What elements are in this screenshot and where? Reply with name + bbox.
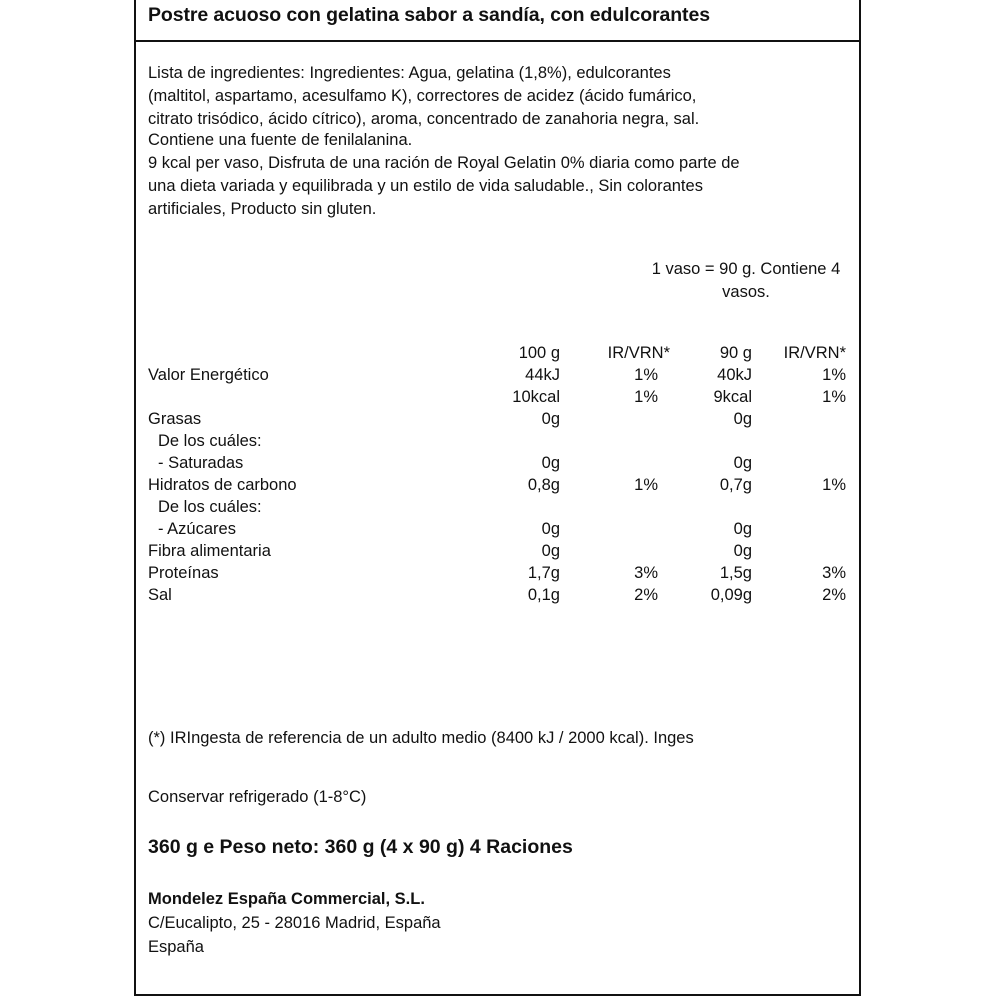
company-address: C/Eucalipto, 25 - 28016 Madrid, España bbox=[148, 914, 441, 932]
ir-per-90g: 1% bbox=[822, 476, 846, 494]
storage-instructions: Conservar refrigerado (1-8°C) bbox=[148, 788, 367, 806]
ingredients-line: (maltitol, aspartamo, acesulfamo K), correctores de acidez (ácido fumárico, bbox=[148, 87, 697, 105]
claims-block bbox=[148, 152, 848, 221]
value-per-100g: 0,1g bbox=[527, 586, 560, 604]
title-divider bbox=[134, 40, 861, 42]
value-per-90g: 0g bbox=[733, 410, 752, 428]
value-per-90g: 0g bbox=[733, 454, 752, 472]
claims-line: artificiales, Producto sin gluten. bbox=[148, 200, 377, 218]
nutrient-name: Sal bbox=[148, 586, 172, 604]
ir-per-90g: 3% bbox=[822, 564, 846, 582]
nutrient-name: Valor Energético bbox=[148, 366, 269, 384]
company-name: Mondelez España Commercial, S.L. bbox=[148, 890, 425, 908]
serving-line-1: 1 vaso = 90 g. Contiene 4 bbox=[651, 260, 841, 278]
serving-info bbox=[630, 258, 862, 304]
value-per-100g: 0g bbox=[541, 410, 560, 428]
value-per-90g: 40kJ bbox=[717, 366, 752, 384]
nutrient-name: Fibra alimentaria bbox=[148, 542, 271, 560]
ir-per-90g: 1% bbox=[822, 388, 846, 406]
nutrient-name: - Azúcares bbox=[158, 520, 236, 538]
net-weight: 360 g e Peso neto: 360 g (4 x 90 g) 4 Raciones bbox=[148, 836, 573, 858]
ir-per-100g: 1% bbox=[634, 388, 658, 406]
value-per-100g: 10kcal bbox=[512, 388, 560, 406]
value-per-100g: 0,8g bbox=[527, 476, 560, 494]
value-per-90g: 1,5g bbox=[719, 564, 752, 582]
value-per-100g: 44kJ bbox=[525, 366, 560, 384]
ir-per-100g: 1% bbox=[634, 366, 658, 384]
header-ir-100g: IR/VRN* bbox=[607, 344, 670, 362]
company-block bbox=[148, 887, 441, 959]
ir-per-100g: 1% bbox=[634, 476, 658, 494]
ir-per-90g: 2% bbox=[822, 586, 846, 604]
value-per-100g: 0g bbox=[541, 454, 560, 472]
nutrient-name: Hidratos de carbono bbox=[148, 476, 297, 494]
claims-line: 9 kcal per vaso, Disfruta de una ración de Royal Gelatin 0% diaria como parte de bbox=[148, 154, 740, 172]
value-per-90g: 0g bbox=[733, 520, 752, 538]
value-per-90g: 0g bbox=[733, 542, 752, 560]
ingredients-line: Lista de ingredientes: Ingredientes: Agua, gelatina (1,8%), edulcorantes bbox=[148, 64, 671, 82]
value-per-90g: 0,09g bbox=[710, 586, 752, 604]
nutrient-name: - Saturadas bbox=[158, 454, 244, 472]
company-country: España bbox=[148, 938, 204, 956]
ingredients-block bbox=[148, 62, 848, 131]
claims-line: una dieta variada y equilibrada y un estilo de vida saludable., Sin colorantes bbox=[148, 177, 703, 195]
nutrient-name: Proteínas bbox=[148, 564, 219, 582]
value-per-90g: 9kcal bbox=[713, 388, 752, 406]
header-per-100g: 100 g bbox=[518, 344, 560, 362]
nutrient-name: Grasas bbox=[148, 410, 202, 428]
nutrient-name: De los cuáles: bbox=[158, 432, 262, 450]
value-per-100g: 1,7g bbox=[527, 564, 560, 582]
nutrient-name: De los cuáles: bbox=[158, 498, 262, 516]
ir-per-100g: 2% bbox=[634, 586, 658, 604]
serving-line-2: vasos. bbox=[722, 283, 770, 301]
ingredients-line: citrato trisódico, ácido cítrico), aroma, concentrado de zanahoria negra, sal. bbox=[148, 110, 700, 128]
header-ir-90g: IR/VRN* bbox=[783, 344, 846, 362]
value-per-90g: 0,7g bbox=[719, 476, 752, 494]
phenylalanine-warning: Contiene una fuente de fenilalanina. bbox=[148, 131, 413, 149]
value-per-100g: 0g bbox=[541, 542, 560, 560]
ir-per-100g: 3% bbox=[634, 564, 658, 582]
value-per-100g: 0g bbox=[541, 520, 560, 538]
reference-intake-footnote: (*) IRIngesta de referencia de un adulto medio (8400 kJ / 2000 kcal). Inges bbox=[148, 729, 694, 747]
header-per-90g: 90 g bbox=[719, 344, 752, 362]
ir-per-90g: 1% bbox=[822, 366, 846, 384]
product-title: Postre acuoso con gelatina sabor a sandía, con edulcorantes bbox=[148, 4, 710, 26]
